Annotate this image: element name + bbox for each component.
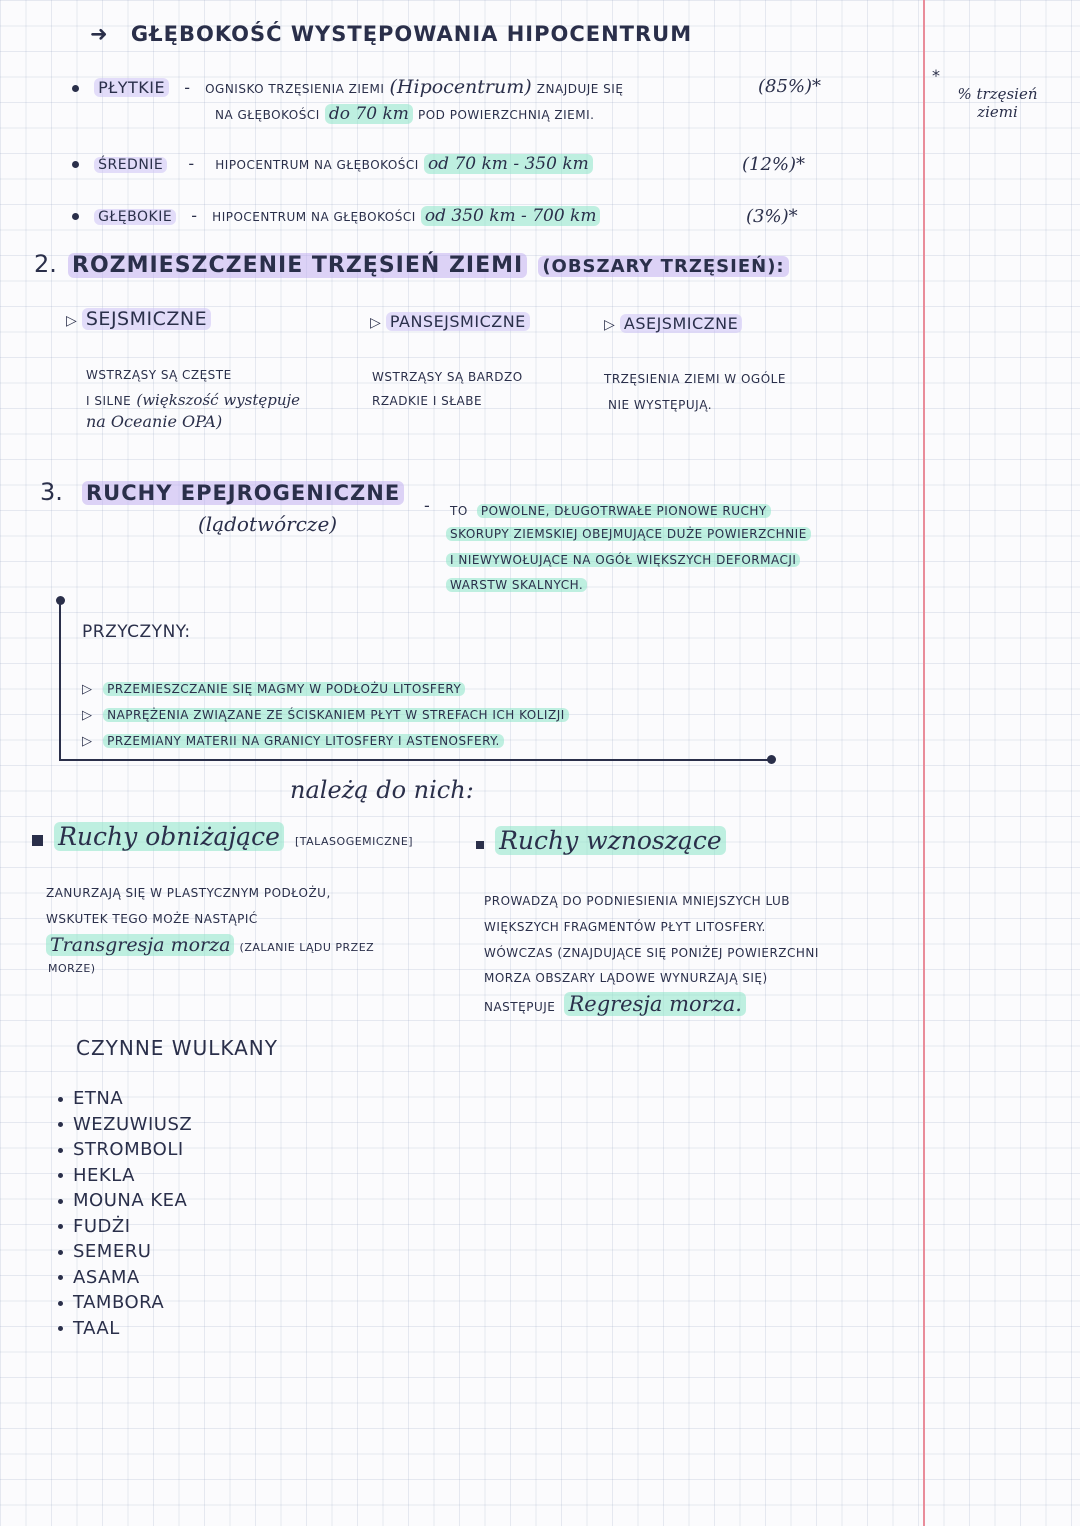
definition-line-3: I NIEWYWOŁUJĄCE NA OGÓŁ WIĘKSZYCH DEFORMACJI: [446, 553, 800, 567]
bullet-icon: [58, 1173, 63, 1178]
margin-note-line-2: ziemi: [977, 103, 1018, 121]
section-3-subtitle: (lądotwórcze): [198, 512, 338, 536]
raising-line-3: WÓWCZAS (ZNAJDUJĄCE SIĘ PONIŻEJ POWIERZCHNI: [484, 946, 819, 960]
margin-note-line-1: % trzęsień: [957, 85, 1038, 103]
shallow-text-2: ZNAJDUJE SIĘ: [536, 82, 624, 96]
definition-line-2: SKORUPY ZIEMSKIEJ OBEJMUJĄCE DUŻE POWIERZCHNIE: [446, 527, 811, 541]
title-text: GŁĘBOKOŚĆ WYSTĘPOWANIA HIPOCENTRUM: [130, 22, 693, 46]
transgression-term: Transgresja morza: [46, 934, 234, 956]
causes-bracket-horizontal: [59, 759, 773, 761]
raising-line-5: [484, 992, 746, 1016]
raising-line-4: MORZA OBSZARY LĄDOWE WYNURZAJĄ SIĘ): [484, 971, 768, 985]
triangle-right-icon: ▷: [82, 682, 92, 697]
raising-title: Ruchy wznoszące: [495, 826, 726, 855]
section-2-number: 2.: [34, 250, 57, 278]
medium-label: ŚREDNIE: [94, 157, 167, 173]
seismic-majority: (większość występuje: [136, 391, 301, 409]
bullet-icon: [58, 1275, 63, 1280]
volcano-name: TAMBORA: [73, 1292, 165, 1313]
volcanoes-title: CZYNNE WULKANY: [76, 1036, 278, 1060]
volcano-name: ASAMA: [73, 1266, 140, 1288]
bullet-icon: [58, 1122, 63, 1127]
cause-text-3: PRZEMIANY MATERII NA GRANICY LITOSFERY I ASTENOSFERY.: [103, 734, 504, 748]
seismic-line-2: [86, 390, 300, 409]
list-item: [58, 1267, 192, 1293]
raising-line-2: WIĘKSZYCH FRAGMENTÓW PŁYT LITOSFERY.: [484, 920, 766, 934]
cause-text-2: NAPRĘŻENIA ZWIĄZANE ZE ŚCISKANIEM PŁYT W STREFACH ICH KOLIZJI: [103, 708, 569, 722]
lowering-line-4: MORZE): [48, 962, 96, 975]
lowering-heading: [32, 822, 413, 851]
volcano-name: FUDŻI: [73, 1215, 131, 1237]
lowering-tag: [TALASOGEMICZNE]: [294, 835, 414, 848]
seismic-strong: I SILNE: [86, 394, 132, 408]
aseismic-label: ASEJSMICZNE: [620, 314, 742, 333]
definition-to: TO: [450, 504, 468, 518]
panseismic-line-1: WSTRZĄSY SĄ BARDZO: [372, 370, 523, 384]
volcano-name: ETNA: [73, 1088, 124, 1109]
shallow-depth-text-2: POD POWIERZCHNIĄ ZIEMI.: [417, 108, 595, 122]
regression-term: Regresja morza.: [564, 992, 746, 1016]
volcano-name: STROMBOLI: [73, 1139, 184, 1160]
triangle-right-icon: ▷: [82, 708, 92, 723]
cause-item: [82, 730, 504, 749]
bullet-icon: [58, 1199, 63, 1204]
list-item: [58, 1292, 192, 1318]
panseismic-label: PANSEJSMICZNE: [386, 312, 530, 331]
triangle-right-icon: ▷: [370, 315, 381, 331]
lowering-line-3: [46, 934, 374, 956]
definition-line-1: [450, 500, 771, 519]
triangle-right-icon: ▷: [82, 734, 92, 749]
volcano-name: WEZUWIUSZ: [73, 1113, 193, 1135]
volcano-name: TAAL: [73, 1317, 120, 1339]
shallow-hypocentrum: (Hipocentrum): [389, 76, 532, 98]
shallow-line-2: [215, 104, 594, 124]
aseismic-column: [604, 314, 742, 333]
arrow-right-icon: ➜: [90, 22, 109, 46]
shallow-depth-text: NA GŁĘBOKOŚCI: [215, 108, 320, 122]
list-item: [58, 1088, 192, 1114]
cause-item: [82, 704, 569, 723]
section-2-title: ROZMIESZCZENIE TRZĘSIEŃ ZIEMI: [68, 253, 527, 278]
shallow-label: PŁYTKIE: [94, 78, 169, 97]
bullet-icon: [72, 85, 79, 92]
list-item: [58, 1139, 192, 1165]
list-item: [58, 1114, 192, 1140]
bullet-icon: [58, 1097, 63, 1102]
cause-text-1: PRZEMIESZCZANIE SIĘ MAGMY W PODŁOŻU LITOSFERY: [103, 682, 465, 696]
list-item: [58, 1241, 192, 1267]
causes-bracket-vertical: [59, 600, 61, 760]
margin-note: [930, 66, 1065, 121]
panseismic-line-2: RZADKIE I SŁABE: [372, 394, 483, 408]
definition-text-1: POWOLNE, DŁUGOTRWAŁE PIONOWE RUCHY: [477, 504, 771, 518]
medium-range: od 70 km - 350 km: [424, 154, 593, 174]
square-bullet-icon: [32, 835, 43, 846]
depth-deep: GŁĘBOKIE - HIPOCENTRUM NA GŁĘBOKOŚCI od 350 km - 700 km: [72, 206, 600, 226]
depth-shallow: PŁYTKIE - OGNISKO TRZĘSIENIA ZIEMI (Hipocentrum) ZNAJDUJE SIĘ: [72, 76, 623, 98]
aseismic-line-2: NIE WYSTĘPUJĄ.: [608, 398, 713, 412]
shallow-pct: (85%)*: [758, 76, 822, 97]
medium-text: HIPOCENTRUM NA GŁĘBOKOŚCI: [215, 158, 419, 172]
volcano-name: MOUNA KEA: [73, 1190, 188, 1211]
cause-item: [82, 678, 465, 697]
volcano-list: [58, 1088, 192, 1343]
list-item: [58, 1318, 192, 1344]
margin-line: [923, 0, 925, 1526]
bullet-icon: [58, 1250, 63, 1255]
lowering-explanation: (ZALANIE LĄDU PRZEZ: [239, 941, 375, 954]
deep-range: od 350 km - 700 km: [421, 206, 601, 226]
deep-pct: (3%)*: [746, 206, 798, 227]
bullet-icon: [72, 213, 79, 220]
medium-pct: (12%)*: [742, 154, 806, 175]
lowering-line-1: ZANURZAJĄ SIĘ W PLASTYCZNYM PODŁOŻU,: [46, 886, 331, 900]
section-3-heading: [40, 478, 404, 506]
seismic-column: [66, 308, 211, 330]
list-item: [58, 1165, 192, 1191]
triangle-right-icon: ▷: [66, 313, 77, 329]
bullet-icon: [58, 1224, 63, 1229]
raising-follows: NASTĘPUJE: [484, 1000, 556, 1014]
bullet-icon: [72, 161, 79, 168]
section-3-title: RUCHY EPEJROGENICZNE: [82, 481, 404, 505]
causes-bracket-end-dot: [767, 755, 776, 764]
definition-line-4: WARSTW SKALNYCH.: [446, 578, 587, 592]
bullet-icon: [58, 1148, 63, 1153]
volcano-name: SEMERU: [73, 1241, 152, 1262]
volcano-name: HEKLA: [73, 1164, 135, 1186]
raising-heading: [476, 826, 726, 855]
lowering-line-2: WSKUTEK TEGO MOŻE NASTĄPIĆ: [46, 912, 258, 926]
depth-medium: ŚREDNIE - HIPOCENTRUM NA GŁĘBOKOŚCI od 70 km - 350 km: [72, 154, 593, 174]
section-3-number: 3.: [40, 478, 63, 506]
lowering-title: Ruchy obniżające: [54, 822, 284, 851]
section-2-heading: [34, 250, 789, 278]
shallow-text-1: OGNISKO TRZĘSIENIA ZIEMI: [205, 82, 385, 96]
shallow-range: do 70 km: [325, 104, 413, 124]
asterisk-icon: *: [932, 66, 940, 85]
definition-dash: -: [424, 496, 430, 515]
section-2-subtitle: (OBSZARY TRZĘSIEŃ):: [538, 256, 788, 277]
bullet-icon: [58, 1326, 63, 1331]
belong-text: należą do nich:: [290, 776, 474, 804]
deep-label: GŁĘBOKIE: [94, 209, 176, 225]
list-item: [58, 1190, 192, 1216]
seismic-label: SEJSMICZNE: [82, 308, 211, 330]
seismic-line-1: WSTRZĄSY SĄ CZĘSTE: [86, 368, 232, 382]
panseismic-column: [370, 312, 530, 331]
deep-text: HIPOCENTRUM NA GŁĘBOKOŚCI: [212, 210, 416, 224]
list-item: [58, 1216, 192, 1242]
bullet-icon: [58, 1301, 63, 1306]
square-bullet-icon: [476, 841, 484, 849]
causes-label: PRZYCZYNY:: [82, 622, 191, 642]
seismic-line-3: na Oceanie OPA): [86, 412, 223, 431]
aseismic-line-1: TRZĘSIENIA ZIEMI W OGÓLE: [604, 372, 786, 386]
raising-line-1: PROWADZĄ DO PODNIESIENIA MNIEJSZYCH LUB: [484, 894, 791, 908]
triangle-right-icon: ▷: [604, 317, 615, 333]
page-title: [90, 22, 692, 46]
